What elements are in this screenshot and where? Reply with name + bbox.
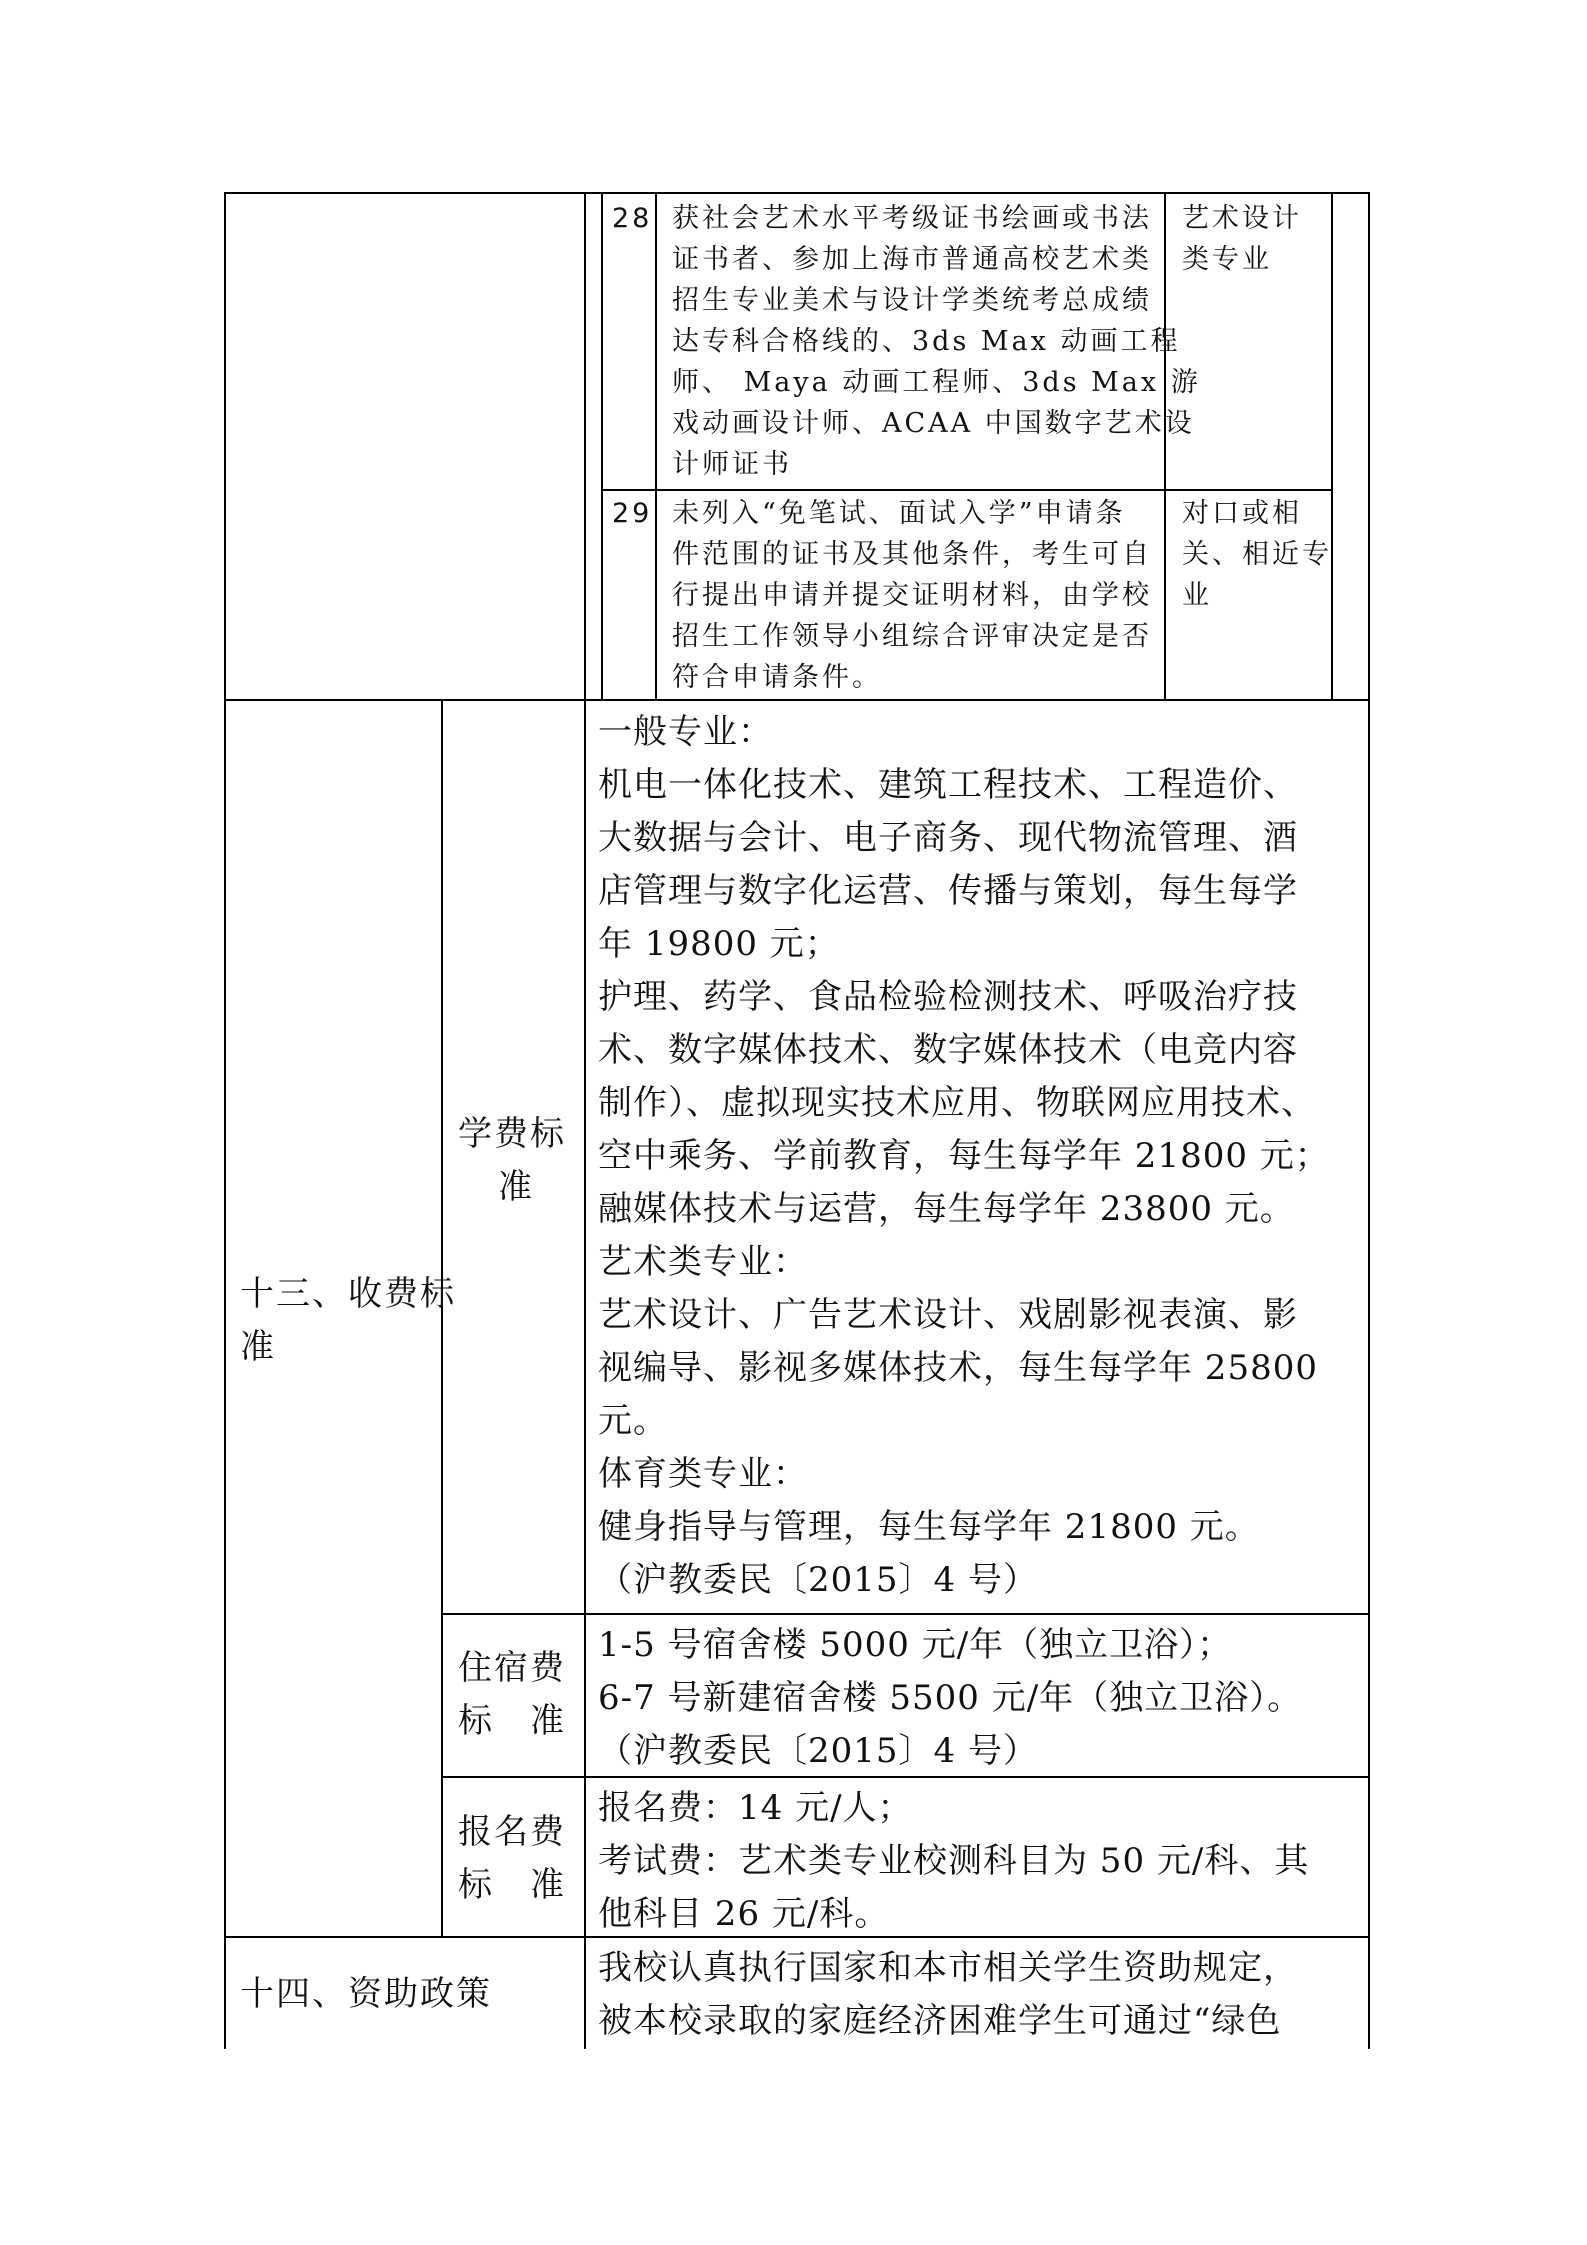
text-line: 考试费：艺术类专业校测科目为 50 元/科、其 [598,1841,1310,1881]
row-number: 28 [612,203,653,234]
inner-table-row-divider [601,489,1333,491]
row-number: 29 [612,498,653,529]
text-line: 未列入“免笔试、面试入学”申请条 [672,498,1126,529]
text-line: 获社会艺术水平考级证书绘画或书法 [672,203,1152,234]
text-line: 被本校录取的家庭经济困难学生可通过“绿色 [598,2001,1282,2041]
text-line: 类专业 [1182,244,1272,275]
text-line: 计师证书 [672,449,792,480]
text-line: 一般专业： [598,712,773,752]
row-divider-fees-top [224,699,1370,701]
text-line: 准 [240,1327,276,1367]
section-label-fees [240,1268,456,1374]
text-line: 学费标 [458,1114,566,1154]
inner-table-right-border [1331,192,1333,700]
text-line: 符合申请条件。 [672,662,882,693]
text-line: 十三、收费标 [240,1274,456,1314]
row-divider-dorm-top [441,1613,1370,1615]
text-line: 关、相近专 [1182,539,1332,570]
text-line: 健身指导与管理，每生每学年 21800 元。 [598,1507,1260,1547]
tuition-label [458,1108,566,1214]
content-divider [584,192,586,2049]
text-line: 机电一体化技术、建筑工程技术、工程造价、 [598,765,1298,805]
dorm-content [598,1619,1302,1778]
text-line: 艺术设计、广告艺术设计、戏剧影视表演、影 [598,1295,1298,1335]
inner-table-col-divider-1 [655,192,657,700]
major-text [1182,198,1302,280]
text-line: 报名费 [458,1812,566,1852]
text-line: 年 19800 元； [598,924,840,964]
text-line: （沪教委民〔2015〕4 号） [598,1731,1038,1771]
text-line: 他科目 26 元/科。 [598,1894,890,1934]
dorm-label [458,1642,566,1748]
text-line: 招生工作领导小组综合评审决定是否 [672,621,1152,652]
outer-left-border [224,192,226,2049]
text-line: 制作）、虚拟现实技术应用、物联网应用技术、 [598,1083,1316,1123]
text-line: 行提出申请并提交证明材料，由学校 [672,580,1152,611]
condition-text [672,493,1152,698]
text-line: 艺术设计 [1182,203,1302,234]
text-line: 6-7 号新建宿舍楼 5500 元/年（独立卫浴）。 [598,1678,1303,1718]
text-line: 戏动画设计师、ACAA 中国数字艺术设 [672,408,1195,439]
outer-top-border [224,192,1370,194]
text-line: 标 准 [458,1865,566,1905]
inner-table-left-border [601,192,603,700]
condition-text [672,198,1201,485]
text-line: 住宿费 [458,1648,566,1688]
text-line: 术、数字媒体技术、数字媒体技术（电竞内容 [598,1030,1298,1070]
text-line: 师、 Maya 动画工程师、3ds Max 游 [672,367,1201,398]
text-line: 融媒体技术与运营，每生每学年 23800 元。 [598,1189,1295,1229]
text-line: 空中乘务、学前教育，每生每学年 21800 元； [598,1136,1330,1176]
registration-label [458,1806,566,1912]
text-line: 店管理与数字化运营、传播与策划，每生每学 [598,871,1298,911]
text-line: 准 [498,1167,534,1207]
major-text [1182,493,1332,616]
text-line: 件范围的证书及其他条件，考生可自 [672,539,1152,570]
text-line: 我校认真执行国家和本市相关学生资助规定， [598,1948,1298,1988]
text-line: （沪教委民〔2015〕4 号） [598,1560,1038,1600]
text-line: 护理、药学、食品检验检测技术、呼吸治疗技 [598,977,1298,1017]
text-line: 1-5 号宿舍楼 5000 元/年（独立卫浴）； [598,1625,1233,1665]
outer-right-border [1368,192,1370,2049]
text-line: 招生专业美术与设计学类统考总成绩 [672,285,1152,316]
aid-content [598,1942,1298,2048]
tuition-content [598,706,1330,1607]
text-line: 艺术类专业： [598,1242,808,1282]
text-line: 达专科合格线的、3ds Max 动画工程 [672,326,1181,357]
text-line: 体育类专业： [598,1454,808,1494]
section-label-aid: 十四、资助政策 [240,1974,492,2014]
text-line: 对口或相 [1182,498,1302,529]
text-line: 大数据与会计、电子商务、现代物流管理、酒 [598,818,1298,858]
registration-content [598,1782,1309,1941]
text-line: 视编导、影视多媒体技术，每生每学年 25800 [598,1348,1318,1388]
text-line: 报名费：14 元/人； [598,1788,913,1828]
text-line: 元。 [598,1401,668,1441]
text-line: 标 准 [458,1701,566,1741]
text-line: 业 [1182,580,1212,611]
text-line: 证书者、参加上海市普通高校艺术类 [672,244,1152,275]
